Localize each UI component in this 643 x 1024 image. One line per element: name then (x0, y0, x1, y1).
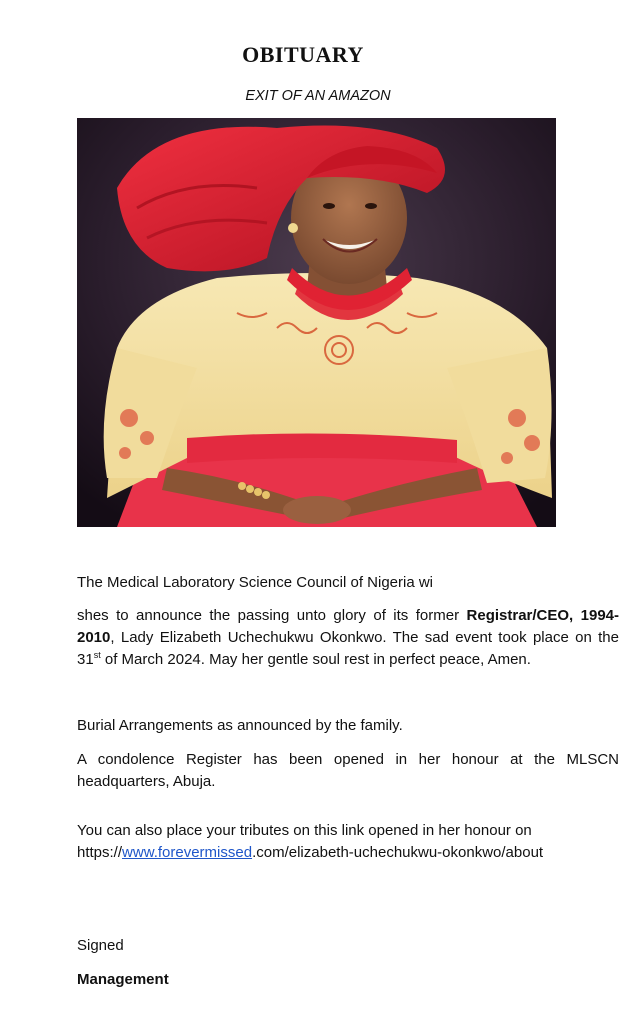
intro-line: The Medical Laboratory Science Council of Nigeria wi (77, 574, 434, 591)
signatory-name: Management (77, 971, 169, 988)
registrar-title: Registrar/CEO, 1994-2010 (77, 607, 620, 646)
page-subtitle: EXIT OF AN AMAZON (245, 88, 391, 104)
date-ordinal: st (93, 650, 101, 660)
signed-label: Signed (77, 937, 124, 954)
tribute-paragraph (77, 820, 619, 864)
tribute-url-rest: .com/elizabeth-uchechukwu-okonkwo/about (252, 844, 544, 861)
burial-paragraph: Burial Arrangements as announced by the family. (77, 717, 403, 734)
portrait-photo (77, 118, 556, 527)
announcement-paragraph (77, 605, 619, 671)
tribute-text: You can also place your tributes on this link opened in her honour on https:// (77, 822, 532, 861)
announcement-text-3: of March 2024. May her gentle soul rest in perfect peace, Amen. (100, 651, 531, 668)
announcement-text-2: , Lady Elizabeth Uchechukwu Okonkwo. The sad event took place on the 31 (77, 629, 619, 668)
announcement-text-1: shes to announce the passing unto glory of its former (77, 607, 467, 624)
page-title: OBITUARY (242, 42, 364, 67)
condolence-paragraph: A condolence Register has been opened in her honour at the MLSCN headquarters, Abuja. (77, 751, 619, 790)
forevermissed-link[interactable]: www.forevermissed (122, 844, 253, 861)
